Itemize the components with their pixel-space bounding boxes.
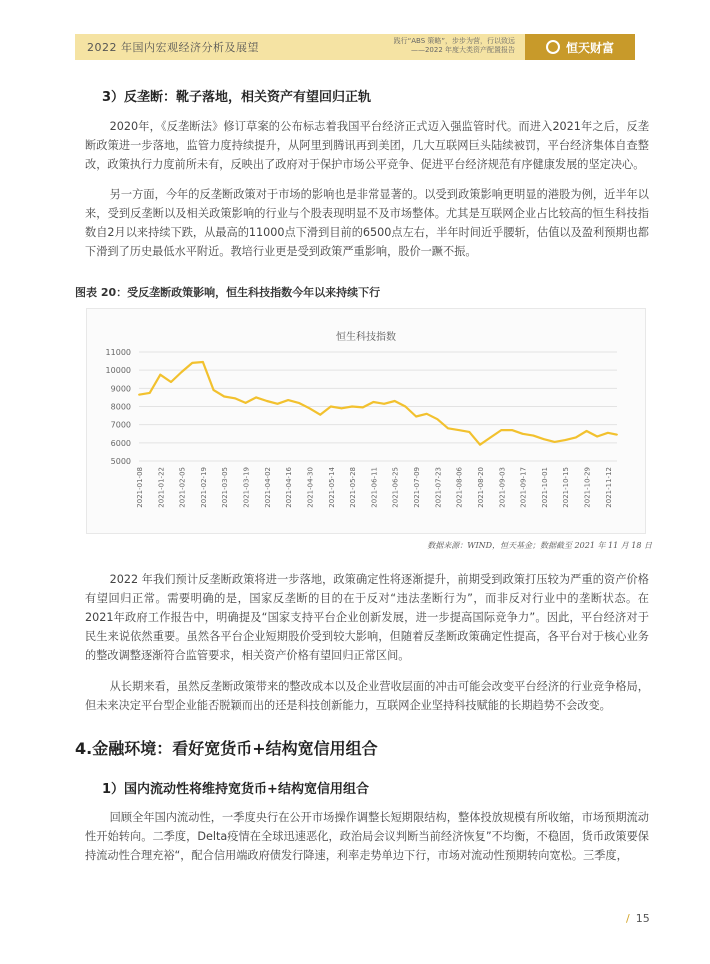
- x-tick-label: 2021-07-09: [413, 467, 422, 508]
- header-slogan-line-1: 践行“ABS 策略”，步步为营，行以致远: [393, 37, 515, 45]
- chart-container: [86, 308, 646, 534]
- data-point: [575, 436, 577, 438]
- y-tick-label: 8000: [110, 402, 131, 412]
- data-point: [500, 429, 502, 431]
- header-slogan-line-2: ——2022 年度大类资产配置报告: [410, 46, 515, 54]
- x-tick-label: 2021-02-05: [178, 467, 187, 508]
- y-tick-label: 9000: [110, 384, 131, 394]
- data-point: [191, 362, 193, 364]
- data-point: [234, 397, 236, 399]
- data-point: [479, 444, 481, 446]
- data-point: [426, 413, 428, 415]
- y-tick-label: 11000: [105, 348, 131, 357]
- data-point: [436, 418, 438, 420]
- x-tick-label: 2021-06-11: [370, 467, 379, 508]
- data-point: [223, 396, 225, 398]
- data-point: [468, 431, 470, 433]
- data-source-note: 数据来源：WIND，恒天基金；数据截至 2021 年 11 月 18 日: [427, 541, 652, 550]
- data-point: [202, 361, 204, 363]
- data-point: [255, 397, 257, 399]
- x-tick-label: 2021-09-03: [498, 467, 507, 508]
- data-point: [564, 439, 566, 441]
- report-title: 2022 年国内宏观经济分析及展望: [87, 41, 259, 54]
- data-point: [362, 407, 364, 409]
- x-tick-label: 2021-05-28: [349, 467, 358, 508]
- data-point: [159, 374, 161, 376]
- header-slogan: [394, 37, 515, 55]
- data-point: [522, 433, 524, 435]
- figure-title: 图表 20：受反垄断政策影响，恒生科技指数今年以来持续下行: [75, 286, 381, 299]
- data-point: [415, 416, 417, 418]
- data-point: [319, 414, 321, 416]
- data-point: [586, 430, 588, 432]
- x-tick-label: 2021-04-30: [306, 467, 315, 508]
- brand-logo: [525, 34, 635, 60]
- data-point: [266, 400, 268, 402]
- data-point: [149, 392, 151, 394]
- x-tick-label: 2021-03-19: [242, 467, 251, 508]
- data-point: [330, 406, 332, 408]
- x-tick-label: 2021-05-14: [327, 467, 336, 508]
- section-3-paragraph-2: 另一方面，今年的反垄断政策对于市场的影响也是非常显著的。以受到政策影响更明显的港股为例，近半年以来，受到反垄断以及相关政策影响的行业与个股表现明显不及市场整体。尤其是互联网企业占比较高的恒生科技指数自2月以来持续下跌，从最高的11000点下滑到目前的6500点左右，半年时间近乎腰斩，估值以及盈利预期也都下滑到了历史最低水平附近。教培行业更是受到政策严重影响，股价一蹶不振。: [85, 188, 649, 258]
- data-point: [543, 438, 545, 440]
- data-point: [554, 441, 556, 443]
- brand-name: 恒天财富: [565, 40, 614, 55]
- chart-title: 恒生科技指数: [336, 332, 396, 343]
- x-tick-label: 2021-08-20: [476, 467, 485, 508]
- x-tick-label: 2021-10-01: [540, 467, 549, 508]
- data-point: [138, 394, 140, 396]
- brand-logo-icon: [546, 40, 560, 54]
- page-number: / 15: [626, 912, 650, 925]
- hstech-line-chart: [87, 309, 645, 533]
- section-3-paragraph-4: 从长期来看，虽然反垄断政策带来的整改成本以及企业营收层面的冲击可能会改变平台经济的行业竞争格局，但未来决定平台型企业能否脱颖而出的还是科技创新能力，互联网企业坚持科技赋能的长期趋势不会改变。: [85, 680, 649, 712]
- x-tick-label: 2021-02-19: [199, 467, 208, 508]
- data-point: [351, 406, 353, 408]
- data-point: [383, 403, 385, 405]
- data-point: [287, 399, 289, 401]
- data-point: [181, 371, 183, 373]
- x-tick-label: 2021-06-25: [391, 467, 400, 508]
- x-tick-label: 2021-10-15: [562, 467, 571, 508]
- y-tick-label: 5000: [110, 457, 131, 466]
- data-point: [170, 381, 172, 383]
- y-tick-label: 7000: [110, 420, 131, 430]
- section-3-paragraph-3: 2022 年我们预计反垄断政策将进一步落地，政策确定性将逐渐提升，前期受到政策打压较为严重的资产价格有望回归正常。需要明确的是，国家反垄断的目的在于反对“违法垄断行为”，而非反对行业中的垄断状态。在2021年政府工作报告中，明确提及“国家支持平台企业创新发展，进一步提高国际竞争力”。因此，平台经济对于民生来说依然重要。虽然各平台企业短期股价受到较大影响，但随着反垄断政策确定性提高，各平台对于核心业务的整改调整逐渐符合监管要求，相关资产价格有望回归正常区间。: [85, 573, 649, 662]
- data-point: [341, 407, 343, 409]
- data-point: [309, 407, 311, 409]
- x-tick-label: 2021-01-22: [157, 467, 166, 508]
- x-tick-label: 2021-09-17: [519, 467, 528, 508]
- x-tick-label: 2021-01-08: [136, 467, 144, 508]
- section-4-paragraph-1: 回顾全年国内流动性，一季度央行在公开市场操作调整长短期限结构，整体投放规模有所收缩，市场预期流动性开始转向。二季度，Delta疫情在全球迅速恶化，政治局会议判断当前经济恢复”不均衡，不稳固，货币政策要保持流动性合理充裕“，配合信用端政府债发行降速，利率走势单边下行，市场对流动性预期转向宽松。三季度，: [85, 811, 649, 862]
- x-tick-label: 2021-08-06: [455, 467, 464, 508]
- x-tick-label: 2021-04-16: [285, 467, 294, 508]
- data-point: [447, 427, 449, 429]
- series-line: [139, 362, 617, 445]
- x-tick-label: 2021-11-12: [604, 467, 613, 508]
- data-point: [532, 435, 534, 437]
- data-point: [373, 401, 375, 403]
- data-point: [245, 402, 247, 404]
- x-tick-label: 2021-10-29: [583, 467, 592, 508]
- y-tick-label: 6000: [110, 438, 131, 448]
- data-point: [596, 436, 598, 438]
- x-tick-label: 2021-07-23: [434, 467, 443, 508]
- data-point: [405, 406, 407, 408]
- page-header: [75, 34, 635, 60]
- section-4-subheading-1: 1）国内流动性将维持宽货币+结构宽信用组合: [102, 782, 369, 797]
- x-tick-label: 2021-04-02: [263, 467, 272, 508]
- data-point: [298, 402, 300, 404]
- y-tick-label: 10000: [105, 366, 131, 376]
- data-point: [511, 429, 513, 431]
- section-4-heading: 4.金融环境：看好宽货币+结构宽信用组合: [75, 739, 378, 758]
- section-3-paragraph-1: 2020年，《反垄断法》修订草案的公布标志着我国平台经济正式迈入强监管时代。而进入2021年之后，反垄断政策进一步落地，监管力度持续提升，从阿里到腾讯再到美团，几大互联网巨头陆续被罚，平台经济集体自查整改，政策执行力度前所未有，反映出了政府对于保护市场公平竞争、促进平台经济规范有序健康发展的坚定决心。: [85, 120, 649, 171]
- data-point: [213, 389, 215, 391]
- data-point: [616, 434, 618, 436]
- data-point: [607, 432, 609, 434]
- x-tick-label: 2021-03-05: [221, 467, 230, 508]
- section-3-heading: 3）反垄断：靴子落地，相关资产有望回归正轨: [102, 90, 372, 105]
- page-number-value: 15: [635, 912, 650, 925]
- data-point: [490, 436, 492, 438]
- data-point: [394, 400, 396, 402]
- data-point: [458, 429, 460, 431]
- data-point: [277, 403, 279, 405]
